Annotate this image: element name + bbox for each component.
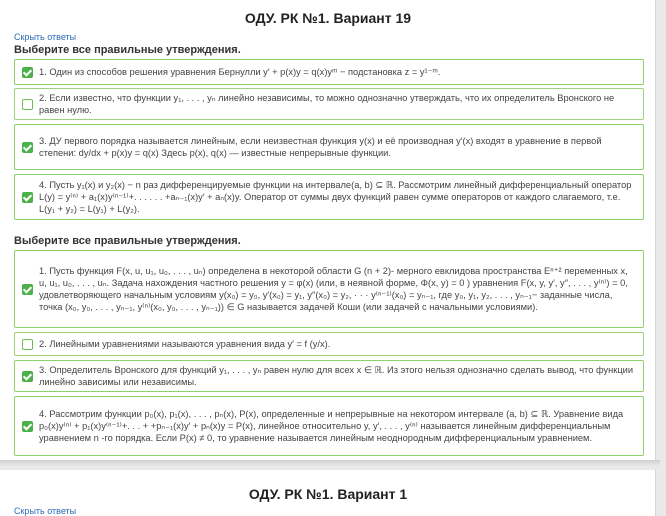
answer-text: 1. Один из способов решения уравнения Бернулли y′ + p(x)y = q(x)yᵐ − подстановка z = y¹⁻ᵐ. xyxy=(39,67,441,77)
answer-option[interactable] xyxy=(14,250,644,328)
answer-option[interactable] xyxy=(14,59,644,85)
section-title: Выберите все правильные утверждения. xyxy=(14,235,241,247)
checkbox-checked-icon[interactable] xyxy=(22,142,33,153)
answer-text: 3. ДУ первого порядка называется линейным, если неизвестная функция y(x) и её производная y′(x) входят в уравнение в первой степени: dy/dx + p(x)y = q(x) Здесь p(x), q(x) — известные непрерывные функции. xyxy=(39,136,602,158)
answer-text: 4. Пусть y₁(x) и y₂(x) − n раз дифференцируемые функции на интервале(a, b) ⊆ ℝ. Рассмотрим линейный дифференциальный оператор L(y) = y⁽ⁿ⁾ + a₁(x)y⁽ⁿ⁻¹⁾+. . . . . . +aₙ₋₁(x)y′ + aₙ(x)y. Оператор от суммы двух функций равен сумме операторов от каждого слагаемого, т.е. L(y₁ + y₂) = L(y₁) + L(y₂). xyxy=(39,180,632,214)
checkbox-checked-icon[interactable] xyxy=(22,192,33,203)
answer-text: 2. Линейными уравнениями называются уравнения вида y′ = f (y/x). xyxy=(39,339,331,349)
answer-option[interactable] xyxy=(14,174,644,220)
checkbox-checked-icon[interactable] xyxy=(22,421,33,432)
hide-answers-link[interactable]: Скрыть ответы xyxy=(14,32,77,42)
section-title: Выберите все правильные утверждения. xyxy=(14,44,241,56)
answer-option[interactable] xyxy=(14,360,644,392)
answer-text: 3. Определитель Вронского для функций y₁, . . . , yₙ равен нулю для всех x ∈ ℝ. Из этого нельзя однозначно сделать вывод, что функции линейно зависимы или независимы. xyxy=(39,365,634,387)
answer-option[interactable] xyxy=(14,124,644,170)
quiz-page-variant-1 xyxy=(0,470,656,516)
checkbox-unchecked-icon[interactable] xyxy=(22,99,33,110)
page-title: ОДУ. РК №1. Вариант 19 xyxy=(244,10,412,26)
answer-option[interactable] xyxy=(14,332,644,356)
answer-text: 2. Если известно, что функции y₁, . . . , yₙ линейно независимы, то можно однозначно утверждать, что их определитель Вронского не равен нулю. xyxy=(39,93,615,115)
checkbox-checked-icon[interactable] xyxy=(22,67,33,78)
checkbox-checked-icon[interactable] xyxy=(22,371,33,382)
checkbox-checked-icon[interactable] xyxy=(22,284,33,295)
checkbox-unchecked-icon[interactable] xyxy=(22,339,33,350)
answer-option[interactable] xyxy=(14,88,644,120)
hide-answers-link[interactable]: Скрыть ответы xyxy=(14,506,77,516)
answer-option[interactable] xyxy=(14,396,644,456)
answer-text: 4. Рассмотрим функции p₀(x), p₁(x), . . . , pₙ(x), P(x), определенные и непрерывные на некотором интервале (a, b) ⊆ ℝ. Уравнение вида p₀(x)y⁽ⁿ⁾ + p₁(x)y⁽ⁿ⁻¹⁾+. . . + +pₙ₋₁(x)y′ + pₙ(x)y = P(x), линейное относительно y, y′, . . . , y⁽ⁿ⁾ называется линейным дифференциальным уравнением n -го порядка. Если P(x) ≠ 0, то уравнение называется линейным неоднородным дифференциальным уравнением. xyxy=(39,409,624,443)
page-divider xyxy=(0,460,660,466)
answer-text: 1. Пусть функция F(x, u, u₁, u₀, . . . , uₙ) определена в некоторой области G (n + 2)- мерного евклидова пространства Eⁿ⁺² переменных x, u, u₁, u₀, . . . , uₙ. Задача нахождения частного решения y = φ(x) (или, в неявной форме, Φ(x, y) = 0 ) уравнения F(x, y, y′, y″, . . . , y⁽ⁿ⁾) = 0, удовлетворяющего начальным условиям y(x₀) = y₀, y′(x₀) = y₁, y″(x₀) = y₂, · · · y⁽ⁿ⁻¹⁾(x₀) = yₙ₋₁, где y₀, y₁, y₂, . . . , yₙ₋₁− заданные числа, точка (x₀, y₀, . . . , yₙ₋₁, y⁽ⁿ⁾(x₀, y₀, . . . , yₙ₋₁)) ∈ G называется задачей Коши (или задачей с начальными условиями). xyxy=(39,266,628,312)
page-title: ОДУ. РК №1. Вариант 1 xyxy=(248,486,408,502)
